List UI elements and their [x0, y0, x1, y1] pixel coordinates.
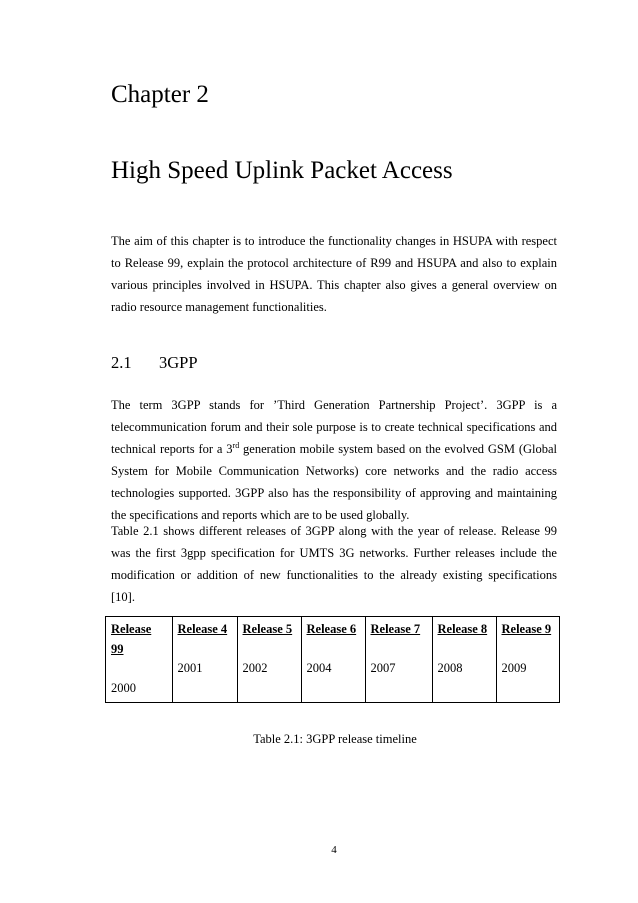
- release-year: 2000: [111, 681, 136, 695]
- release-year: 2002: [242, 661, 268, 675]
- release-cell: [237, 617, 301, 702]
- release-year: 2008: [437, 661, 463, 675]
- release-cell: [172, 617, 237, 702]
- release-year: 2001: [177, 661, 203, 675]
- table-row: [106, 617, 559, 702]
- 3gpp-paragraph-part-1: The term 3GPP stands for ’Third Generation Partnership Project’. 3GPP is a telecommunication forum and their sole purpose is to create technical specifications and technical reports for a 3: [111, 398, 557, 456]
- release-cell: [496, 617, 559, 702]
- release-year: 2009: [501, 661, 527, 675]
- section-number: 2.1: [111, 353, 132, 372]
- table-intro-paragraph: Table 2.1 shows different releases of 3GPP along with the year of release. Release 99 was the first 3gpp specification for UMTS 3G networks. Further releases include the modification or addition of new functionalities to the already existing specifications [10].: [111, 524, 557, 604]
- release-table: [106, 617, 559, 702]
- table-caption-text: Table 2.1: 3GPP release timeline: [253, 732, 417, 746]
- release-name: Release 9: [501, 622, 552, 636]
- chapter-title: High Speed Uplink Packet Access: [111, 157, 453, 184]
- release-year: 2004: [306, 661, 332, 675]
- page-number: [0, 843, 638, 857]
- 3gpp-paragraph: [111, 394, 557, 526]
- chapter-label: Chapter 2: [111, 81, 209, 108]
- release-name: Release 6: [306, 622, 357, 636]
- intro-paragraph: The aim of this chapter is to introduce the functionality changes in HSUPA with respect to Release 99, explain the protocol architecture of R99 and HSUPA and also to explain various principles involved in HSUPA. This chapter also gives a general overview on radio resource management functionalities.: [111, 234, 557, 314]
- release-cell: [301, 617, 365, 702]
- release-name: Release 5: [242, 622, 293, 636]
- release-name: Release 99: [111, 622, 152, 656]
- section-heading: [111, 352, 198, 374]
- ordinal-superscript: rd: [232, 440, 240, 450]
- page-number-text: 4: [331, 844, 337, 856]
- table-caption: [0, 731, 638, 747]
- section-title: 3GPP: [159, 353, 198, 372]
- release-name: Release 4: [177, 622, 228, 636]
- release-name: Release 8: [437, 622, 488, 636]
- 3gpp-paragraph-part-2: generation mobile system based on the evolved GSM (Global System for Mobile Communication Networks) core networks and the radio access technologies supported. 3GPP also has the responsibility of approving and maintaining the specifications and reports which are to be used globally.: [111, 442, 557, 522]
- release-name: Release 7: [370, 622, 421, 636]
- release-cell: [365, 617, 432, 702]
- release-year: 2007: [370, 661, 396, 675]
- release-cell: [106, 617, 172, 702]
- release-cell: [432, 617, 496, 702]
